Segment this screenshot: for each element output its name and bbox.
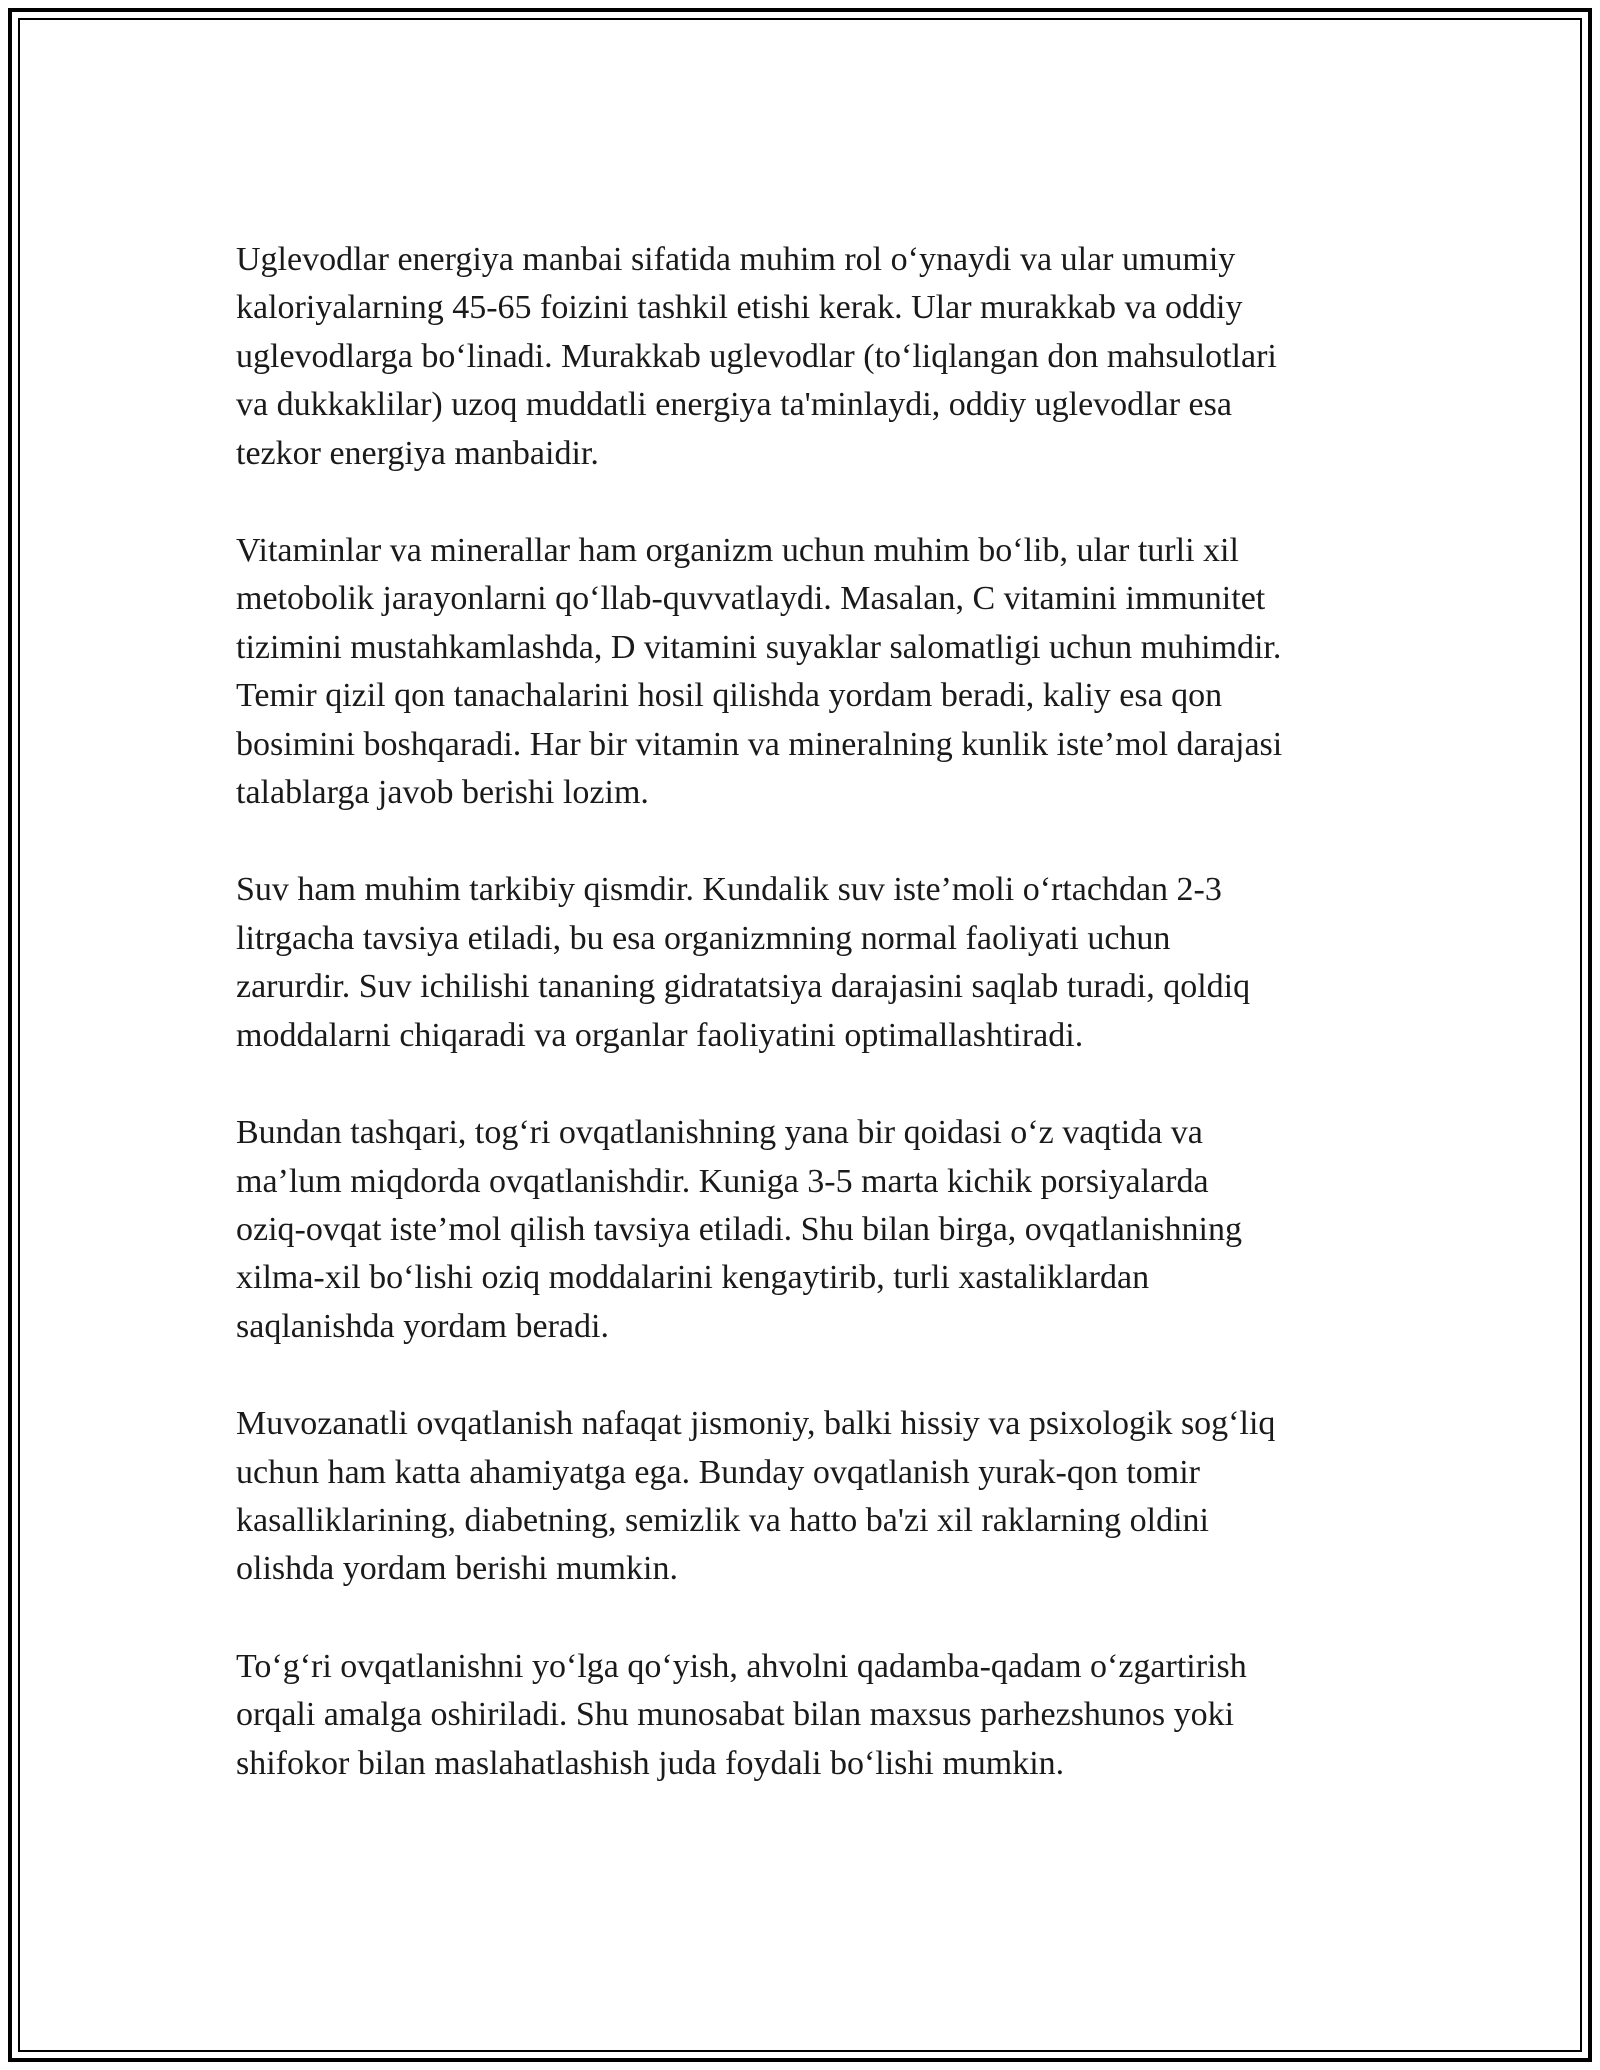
paragraph-consultation: To‘g‘ri ovqatlanishni yo‘lga qo‘yish, ahvolni qadamba-qadam o‘zgartirish orqali amalga oshiriladi. Shu munosabat bilan maxsus parhezshunos yoki shifokor bilan maslahatlashish juda foydali bo‘lishi mumkin. <box>236 1647 1247 1782</box>
paragraph-vitamins-minerals: Vitaminlar va minerallar ham organizm uchun muhim bo‘lib, ular turli xil metobolik jarayonlarni qo‘llab-quvvatlaydi. Masalan, C vitamini immunitet tizimini mustahkamlashda, D vitamini suyaklar salomatligi uchun muhimdir. Temir qizil qon tanachalarini hosil qilishda yordam beradi, kaliy esa qon bosimini boshqaradi. Har bir vitamin va mineralning kunlik iste’mol darajasi talablarga javob berishi lozim. <box>236 532 1283 812</box>
paragraph-balanced-nutrition: Muvozanatli ovqatlanish nafaqat jismoniy, balki hissiy va psixologik sog‘liq uchun ham katta ahamiyatga ega. Bunday ovqatlanish yurak-qon tomir kasalliklarining, diabetning, semizlik va hatto ba'zi xil raklarning oldini olishda yordam berishi mumkin. <box>236 1405 1276 1588</box>
paragraph-carbohydrates: Uglevodlar energiya manbai sifatida muhim rol o‘ynaydi va ular umumiy kaloriyalarning 45-65 foizini tashkil etishi kerak. Ular murakkab va oddiy uglevodlarga bo‘linadi. Murakkab uglevodlar (to‘liqlangan don mahsulotlari va dukkaklilar) uzoq muddatli energiya ta'minlaydi, oddiy uglevodlar esa tezkor energiya manbaidir. <box>236 241 1277 472</box>
paragraph-water: Suv ham muhim tarkibiy qismdir. Kundalik suv iste’moli o‘rtachdan 2-3 litrgacha tavsiya etiladi, bu esa organizmning normal faoliyati uchun zarurdir. Suv ichilishi tananing gidratatsiya darajasini saqlab turadi, qoldiq moddalarni chiqaradi va organlar faoliyatini optimallashtiradi. <box>236 871 1251 1054</box>
document-body <box>236 236 1386 1837</box>
paragraph-meal-timing: Bundan tashqari, tog‘ri ovqatlanishning yana bir qoidasi o‘z vaqtida va ma’lum miqdorda ovqatlanishdir. Kuniga 3-5 marta kichik porsiyalarda oziq-ovqat iste’mol qilish tavsiya etiladi. Shu bilan birga, ovqatlanishning xilma-xil bo‘lishi oziq moddalarini kengaytirib, turli xastaliklardan saqlanishda yordam beradi. <box>236 1114 1243 1345</box>
